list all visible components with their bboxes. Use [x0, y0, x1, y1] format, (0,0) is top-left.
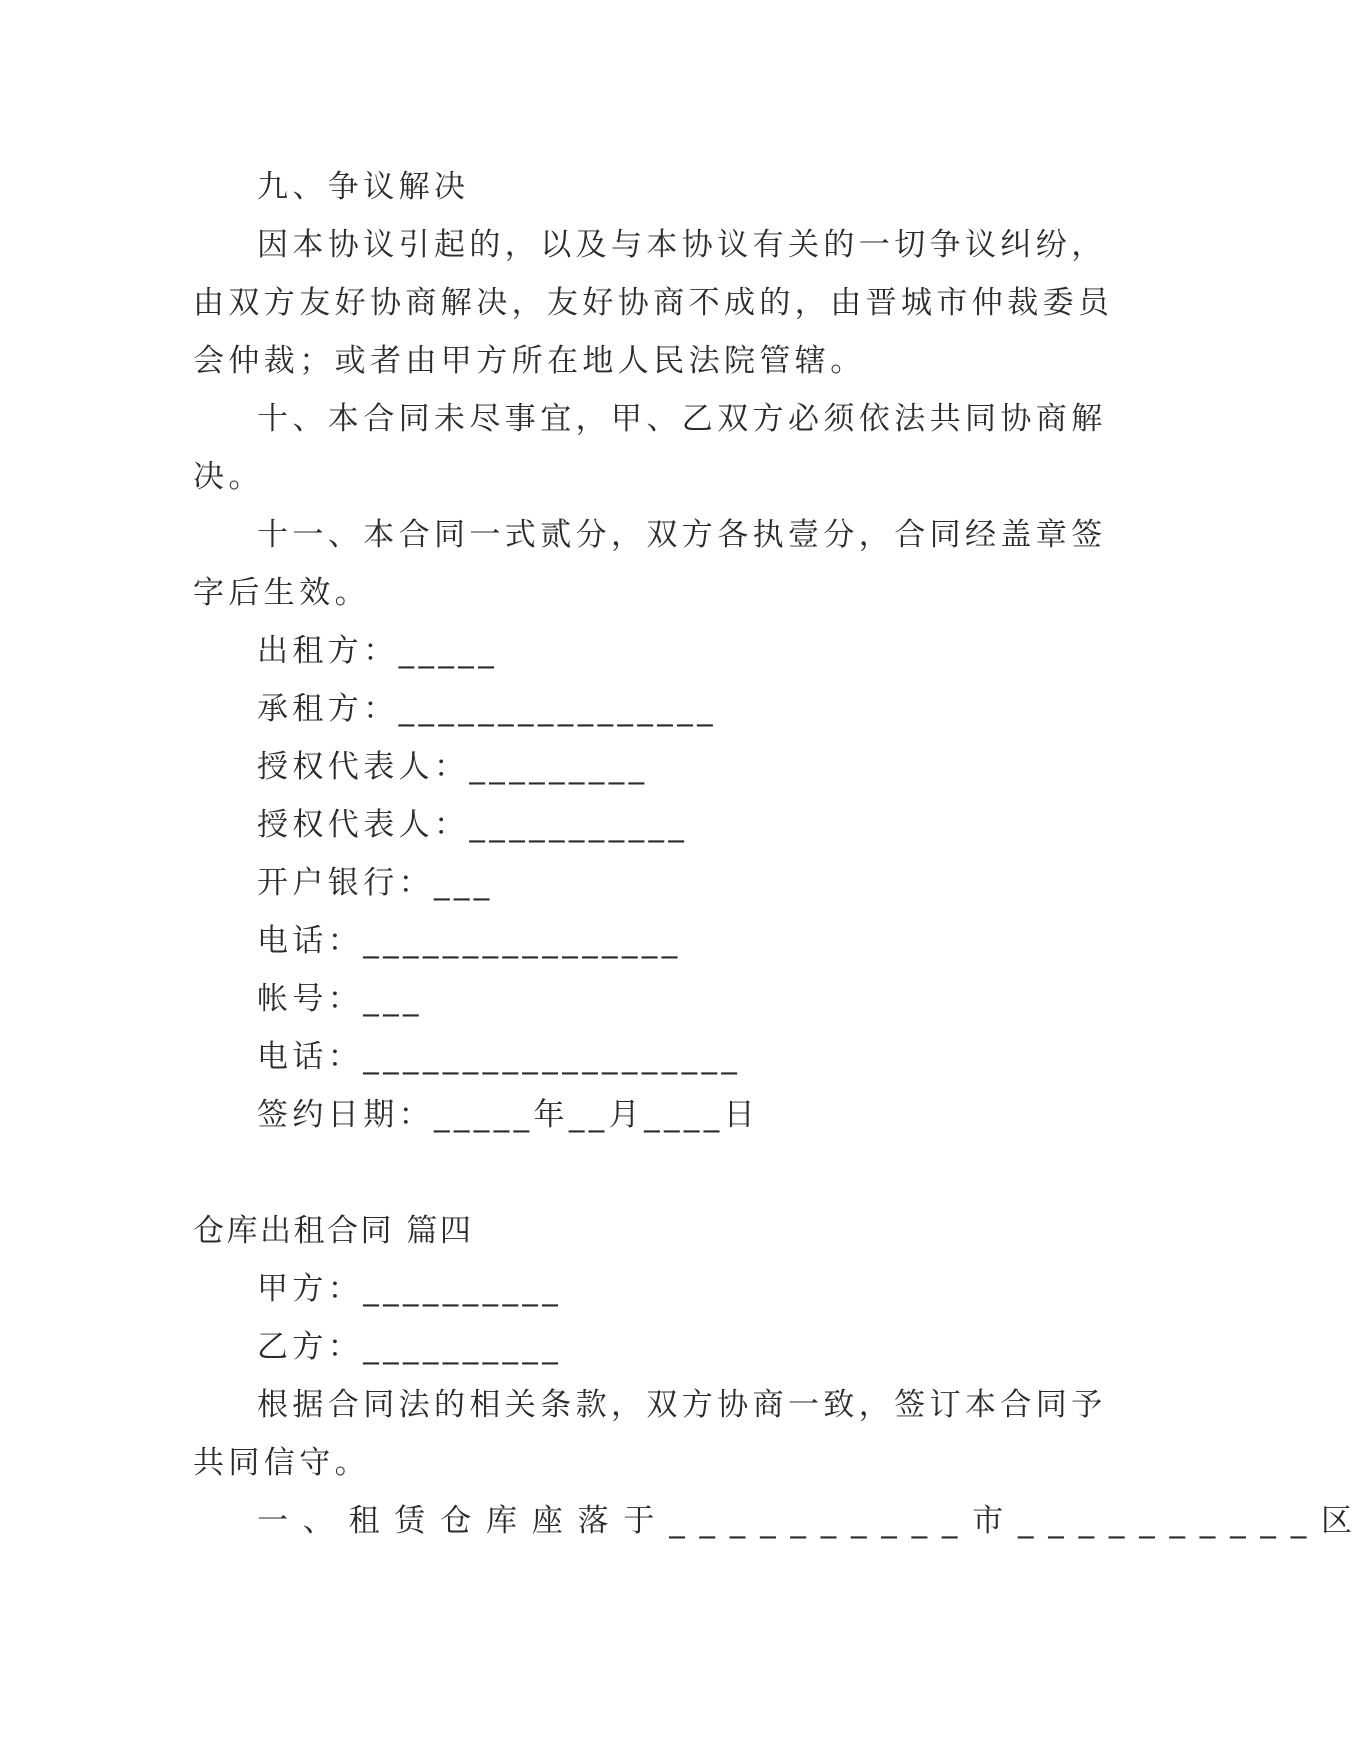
- party-a-field: 甲方：__________: [257, 1271, 563, 1307]
- section-title: 仓库出租合同 篇四: [193, 1213, 474, 1249]
- paragraph-line: 十、本合同未尽事宜，甲、乙双方必须依法共同协商解: [257, 401, 1107, 437]
- paragraph-line: 一、租赁仓库座落于__________市__________区: [257, 1503, 1367, 1539]
- paragraph-line: 因本协议引起的，以及与本协议有关的一切争议纠纷，: [257, 227, 1107, 263]
- signature-field-lessee: 承租方：________________: [257, 691, 717, 727]
- section-heading-dispute: 九、争议解决: [257, 169, 470, 205]
- signature-field-representative: 授权代表人：_________: [257, 749, 649, 785]
- paragraph-line: 共同信守。: [193, 1445, 370, 1481]
- paragraph-line: 决。: [193, 459, 264, 495]
- signature-field-lessor: 出租方：_____: [257, 633, 499, 669]
- paragraph-line: 十一、本合同一式贰分，双方各执壹分，合同经盖章签: [257, 517, 1107, 553]
- signature-field-representative: 授权代表人：___________: [257, 807, 689, 843]
- signature-field-phone: 电话：________________: [257, 923, 682, 959]
- signature-field-phone: 电话：___________________: [257, 1039, 742, 1075]
- paragraph-line: 由双方友好协商解决，友好协商不成的，由晋城市仲裁委员: [193, 285, 1114, 321]
- party-b-field: 乙方：__________: [257, 1329, 563, 1365]
- signature-field-account: 帐号：___: [257, 981, 423, 1017]
- paragraph-line: 会仲裁；或者由甲方所在地人民法院管辖。: [193, 343, 866, 379]
- signature-field-date: 签约日期：_____年__月____日: [257, 1097, 760, 1133]
- signature-field-bank: 开户银行：___: [257, 865, 494, 901]
- paragraph-line: 字后生效。: [193, 575, 370, 611]
- paragraph-line: 根据合同法的相关条款，双方协商一致，签订本合同予: [257, 1387, 1107, 1423]
